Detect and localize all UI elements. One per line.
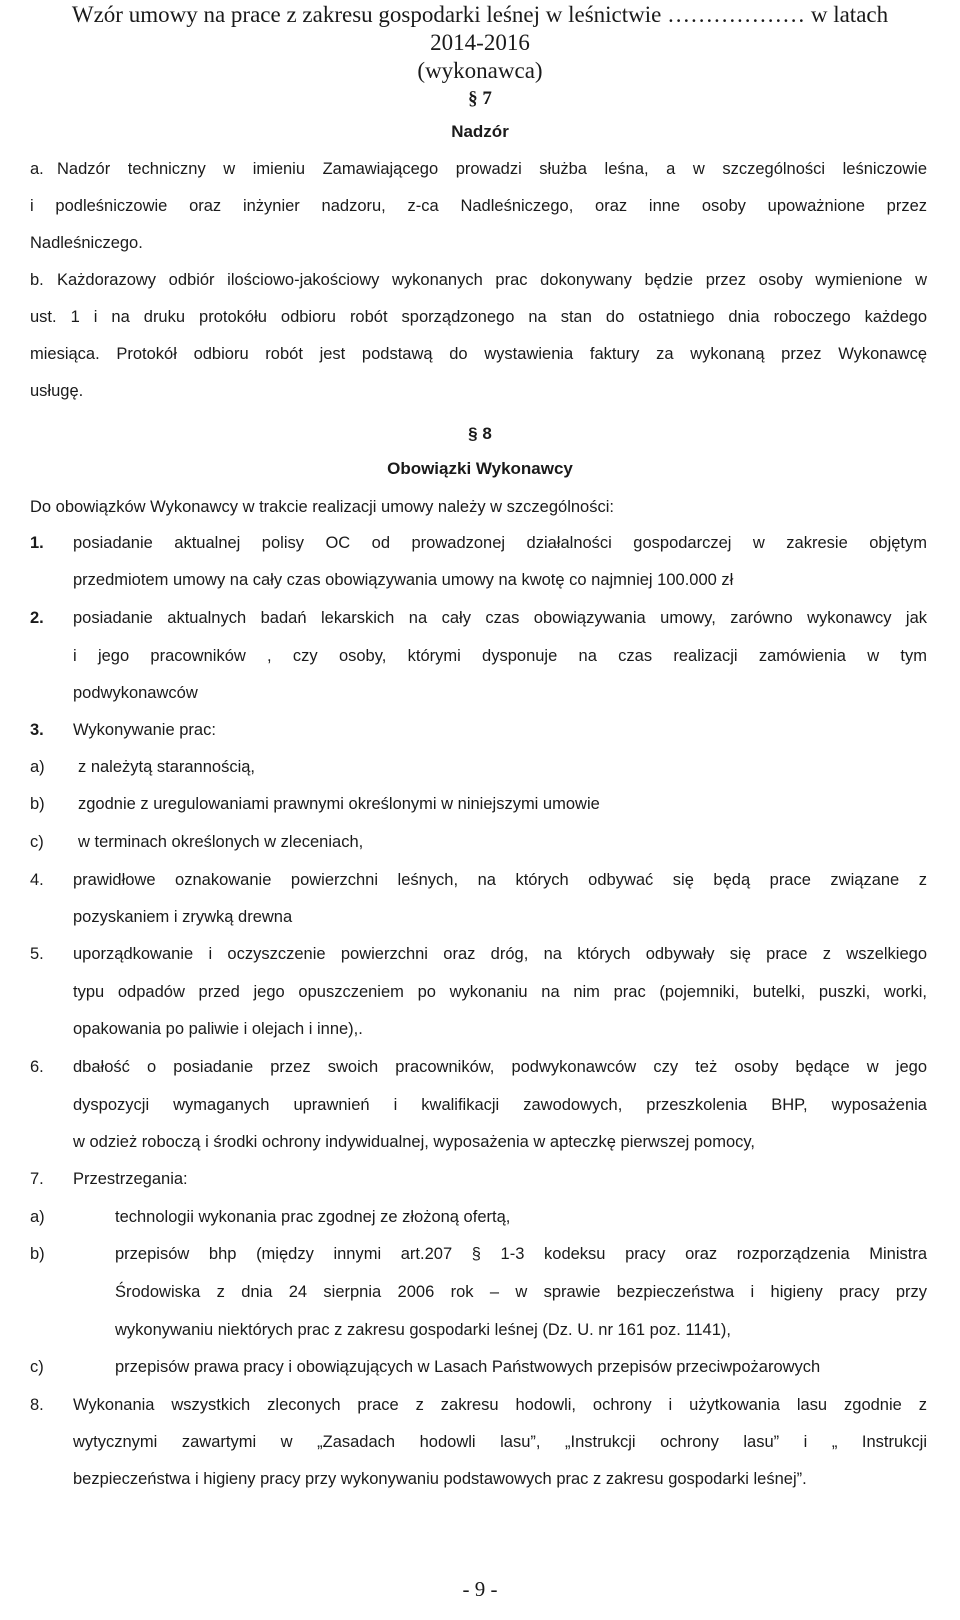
list-item-line: bezpieczeństwa i higieny pracy przy wykonywaniu podstawowych prac z zakresu gospodarki leśnej”. — [73, 1470, 807, 1488]
section-7-heading: § 7 — [468, 88, 492, 109]
paragraph-line: miesiąca. Protokół odbioru robót jest podstawą do wystawienia faktury za wykonaną przez Wykonawcę — [30, 345, 927, 363]
list-item-number: c) — [30, 1358, 44, 1376]
list-item-line: przepisów prawa pracy i obowiązujących w Lasach Państwowych przepisów przeciwpożarowych — [115, 1358, 821, 1376]
document-header-line1: Wzór umowy na prace z zakresu gospodarki leśnej w leśnictwie ……………… w latach — [71, 2, 889, 27]
list-item-number: b) — [30, 795, 45, 813]
list-item-line: pozyskaniem i zrywką drewna — [73, 908, 293, 926]
list-item-line: technologii wykonania prac zgodnej ze złożoną ofertą, — [115, 1208, 511, 1226]
list-item-number: 1. — [30, 534, 44, 552]
list-item-number: 8. — [30, 1396, 44, 1414]
list-item-line: Wykonywanie prac: — [73, 721, 216, 739]
list-item-line: zgodnie z uregulowaniami prawnymi określonymi w niniejszymi umowie — [78, 795, 600, 813]
section-8-heading: § 8 — [468, 424, 492, 443]
list-item-line: podwykonawców — [73, 684, 198, 702]
list-item-line: w terminach określonych w zleceniach, — [78, 833, 364, 851]
list-item-line: wytycznymi zawartymi w „Zasadach hodowli lasu”, „Instrukcji ochrony lasu” i „ Instrukcji — [73, 1433, 927, 1451]
paragraph-label: a. — [30, 160, 44, 178]
list-item-line: Środowiska z dnia 24 sierpnia 2006 rok – w sprawie bezpieczeństwa i higieny pracy przy — [115, 1283, 927, 1301]
list-item-number: 7. — [30, 1170, 44, 1188]
paragraph-line: usługę. — [30, 382, 84, 400]
list-item-line: w odzież roboczą i środki ochrony indywidualnej, wyposażenia w apteczkę pierwszej pomocy, — [73, 1133, 756, 1151]
list-item-line: wykonywaniu niektórych prac z zakresu gospodarki leśnej (Dz. U. nr 161 poz. 1141), — [115, 1321, 731, 1339]
list-item-line: posiadanie aktualnej polisy OC od prowadzonej działalności gospodarczej w zakresie objętym — [73, 534, 927, 552]
section-7-title: Nadzór — [451, 122, 509, 141]
list-item-line: posiadanie aktualnych badań lekarskich na cały czas obowiązywania umowy, zarówno wykonawcy jak — [73, 609, 927, 627]
list-item-number: 6. — [30, 1058, 44, 1076]
list-item-line: opakowania po paliwie i olejach i inne),. — [73, 1020, 363, 1038]
document-header-line2: 2014-2016 — [430, 30, 530, 55]
paragraph-line: i podleśniczowie oraz inżynier nadzoru, z-ca Nadleśniczego, oraz inne osoby upoważnione przez — [30, 197, 927, 215]
list-item-line: z należytą starannością, — [78, 758, 256, 776]
list-item-line: dyspozycji wymaganych uprawnień i kwalifikacji zawodowych, przeszkolenia BHP, wyposażenia — [73, 1096, 927, 1114]
page-number: - 9 - — [462, 1577, 498, 1601]
list-item-number: 2. — [30, 609, 44, 627]
paragraph-line: ust. 1 i na druku protokółu odbioru robót sporządzonego na stan do ostatniego dnia roboczego każdego — [30, 308, 927, 326]
section-8-title: Obowiązki Wykonawcy — [387, 459, 573, 478]
list-item-number: 4. — [30, 871, 44, 889]
list-item-number: c) — [30, 833, 44, 851]
paragraph-label: b. — [30, 271, 44, 289]
document-header-line3: (wykonawca) — [417, 58, 543, 83]
list-item-number: a) — [30, 1208, 45, 1226]
list-item-line: typu odpadów przed jego opuszczeniem po wykonaniu na nim prac (pojemniki, butelki, puszki, worki, — [73, 983, 927, 1001]
list-item-line: Wykonania wszystkich zleconych prace z zakresu hodowli, ochrony i użytkowania lasu zgodnie z — [73, 1396, 927, 1414]
list-item-line: prawidłowe oznakowanie powierzchni leśnych, na których odbywać się będą prace związane z — [73, 871, 927, 889]
list-item-line: dbałość o posiadanie przez swoich pracowników, podwykonawców czy też osoby będące w jego — [73, 1058, 927, 1076]
list-item-line: przedmiotem umowy na cały czas obowiązywania umowy na kwotę co najmniej 100.000 zł — [73, 571, 734, 589]
paragraph-line: Nadleśniczego. — [30, 234, 143, 252]
list-item-number: a) — [30, 758, 45, 776]
section-8-intro: Do obowiązków Wykonawcy w trakcie realizacji umowy należy w szczególności: — [30, 498, 614, 516]
list-item-line: Przestrzegania: — [73, 1170, 188, 1188]
list-item-line: przepisów bhp (między innymi art.207 § 1-3 kodeksu pracy oraz rozporządzenia Ministra — [115, 1245, 927, 1263]
list-item-number: 3. — [30, 721, 44, 739]
list-item-line: i jego pracowników , czy osoby, którymi dysponuje na czas realizacji zamówienia w tym — [73, 647, 927, 665]
paragraph-line: Każdorazowy odbiór ilościowo-jakościowy wykonanych prac dokonywany będzie przez osoby wymienione w — [57, 271, 927, 289]
list-item-number: 5. — [30, 945, 44, 963]
list-item-line: uporządkowanie i oczyszczenie powierzchni oraz dróg, na których odbywały się prace z wszelkiego — [73, 945, 927, 963]
paragraph-line: Nadzór techniczny w imieniu Zamawiającego prowadzi służba leśna, a w szczególności leśniczowie — [57, 160, 927, 178]
list-item-number: b) — [30, 1245, 45, 1263]
